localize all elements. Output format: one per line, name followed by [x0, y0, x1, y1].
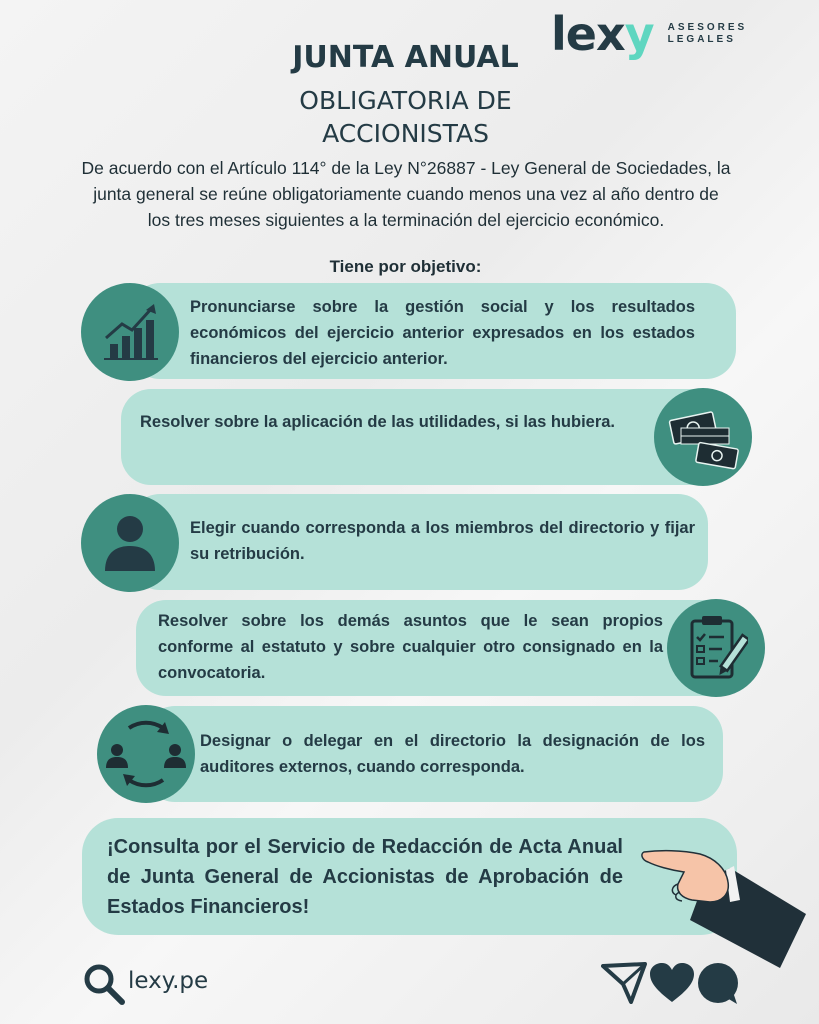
page-subtitle: [0, 84, 811, 150]
person-icon: [81, 494, 179, 592]
logo-word-end: y: [624, 7, 654, 61]
objective-card-4: [136, 600, 736, 696]
exchange-people-icon: [97, 705, 195, 803]
growth-chart-icon: [81, 283, 179, 381]
objective-card-1: [130, 283, 736, 379]
objective-label: Tiene por objetivo:: [329, 257, 482, 276]
clipboard-icon: [667, 599, 765, 697]
website-link[interactable]: lexy.pe: [128, 968, 209, 994]
objective-text-4: Resolver sobre los demás asuntos que le sean propios conforme al estatuto y sobre cualquier otro consignado en la convocatoria.: [158, 612, 663, 682]
objective-card-2: [121, 389, 721, 485]
search-icon[interactable]: [82, 962, 126, 1011]
money-icon: [654, 388, 752, 486]
objective-text-2: Resolver sobre la aplicación de las utilidades, si las hubiera.: [140, 413, 616, 431]
send-icon[interactable]: [601, 962, 647, 1009]
logo-tagline-line2: LEGALES: [667, 34, 736, 45]
pointing-hand-icon: [630, 840, 810, 970]
objective-text-3: Elegir cuando corresponda a los miembros del directorio y fijar su retribución.: [190, 519, 695, 563]
intro-paragraph: De acuerdo con el Artículo 114° de la Ley N°26887 - Ley General de Sociedades, la junta general se reúne obligatoriamente cuando menos una vez al año dentro de los tres meses siguientes a la terminación del ejercicio económico.: [81, 158, 731, 230]
subtitle-line1: OBLIGATORIA DE: [299, 86, 512, 115]
logo-word-start: lex: [551, 7, 625, 61]
objective-text-1: Pronunciarse sobre la gestión social y los resultados económicos del ejercicio anterior expresados en los estados financieros del ejercicio anterior.: [190, 298, 695, 368]
cta-text: ¡Consulta por el Servicio de Redacción de Acta Anual de Junta General de Accionistas de Aprobación de Estados Financieros!: [107, 836, 623, 918]
page-title: JUNTA ANUAL: [292, 40, 519, 75]
heart-icon[interactable]: [648, 962, 696, 1009]
subtitle-line2: ACCIONISTAS: [322, 119, 489, 148]
objective-text-5: Designar o delegar en el directorio la designación de los auditores externos, cuando corresponda.: [200, 732, 705, 776]
comment-icon[interactable]: [695, 962, 741, 1011]
objective-card-5: [145, 706, 723, 802]
objective-card-3: [130, 494, 708, 590]
logo-tagline-line1: ASESORES: [667, 22, 748, 33]
